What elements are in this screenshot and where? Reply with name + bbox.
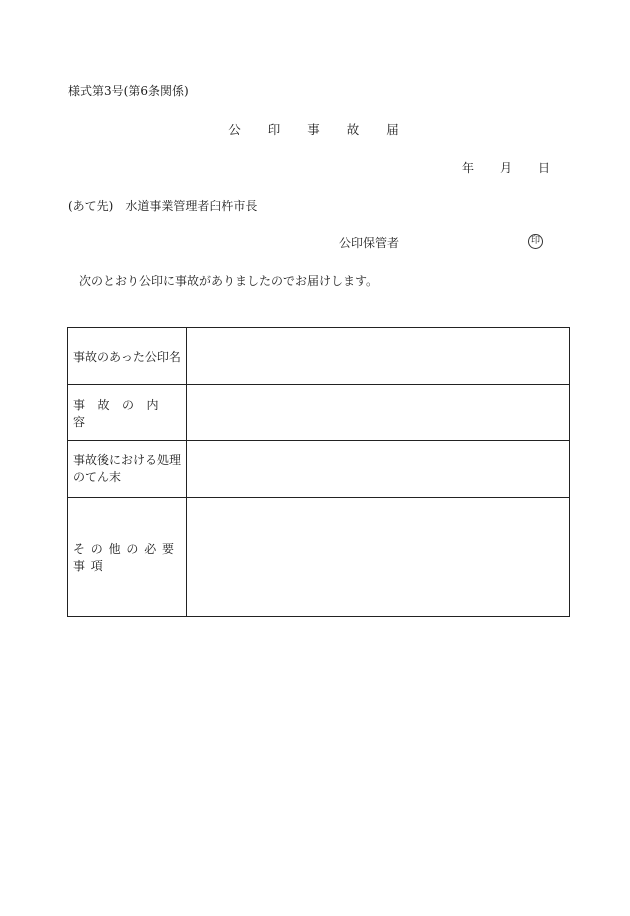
seal-keeper-label: 公印保管者 [339, 236, 400, 250]
incident-form-table [67, 327, 570, 617]
body-text: 次のとおり公印に事故がありましたのでお届けします。 [79, 274, 379, 288]
document-title: 公印事故届 [228, 122, 426, 137]
addressee-name: 水道事業管理者臼杵市長 [125, 199, 258, 213]
table-row [68, 328, 570, 385]
row-label-line-2: のてん末 [73, 470, 122, 484]
field-post-incident-handling[interactable] [187, 441, 570, 498]
row-label-line-1: 事故後における処理 [73, 453, 182, 467]
date-line [436, 162, 550, 174]
addressee-prefix: (あて先) [68, 199, 114, 213]
seal-mark-icon: 印 [528, 234, 543, 249]
field-seal-name[interactable] [187, 328, 570, 385]
table-row [68, 498, 570, 617]
form-number: 様式第3号(第6条関係) [68, 84, 189, 98]
field-other-matters[interactable] [187, 498, 570, 617]
date-month-label: 月 [499, 161, 512, 175]
table-row [68, 385, 570, 441]
addressee-line [68, 200, 257, 212]
row-label-post-incident-handling [68, 441, 187, 498]
field-incident-details[interactable] [187, 385, 570, 441]
row-label-incident-details: 事故の内容 [68, 385, 187, 441]
row-label-seal-name: 事故のあった公印名 [68, 328, 187, 385]
row-label-other-matters: その他の必要事項 [68, 498, 187, 617]
date-year-label: 年 [461, 161, 474, 175]
date-day-label: 日 [537, 161, 550, 175]
table-row [68, 441, 570, 498]
